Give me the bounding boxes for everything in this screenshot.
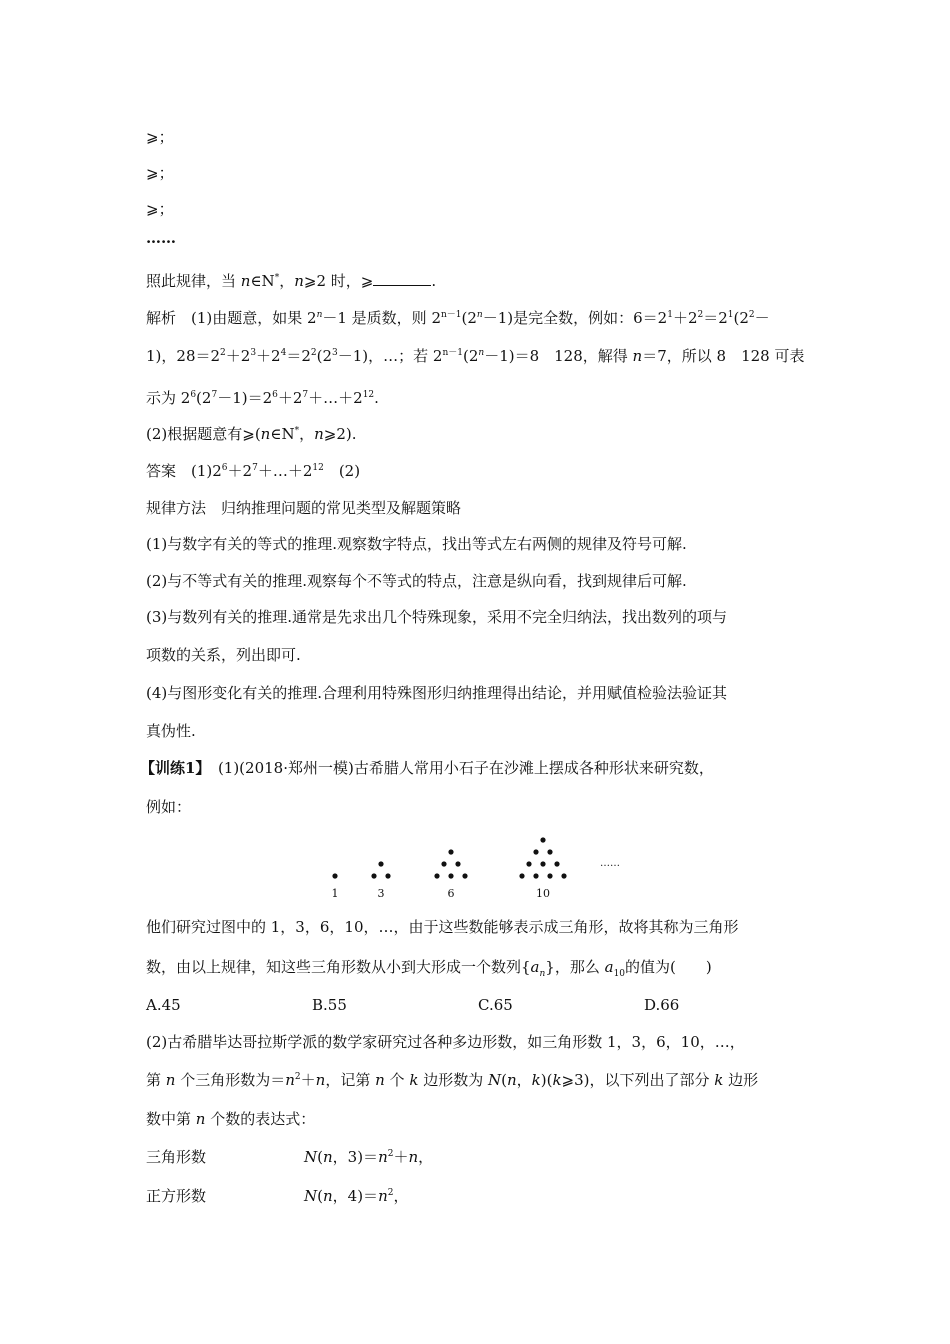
option-c[interactable]: C.65 [478,996,513,1014]
figure-label-6: 6 [447,887,455,900]
pebble-dot [455,861,460,866]
method-item-3a: (3)与数列有关的推理.通常是先求出几个特殊现象，采用不完全归纳法，找出数列的项与 [146,608,728,626]
figure-ellipsis: …… [600,858,620,869]
pebble-dot [533,849,538,854]
pebble-dot [540,861,545,866]
pebble-dot [441,861,446,866]
answer-line: 答案 $(1)2^6+2^7+\dots+2^{12}$ (2) [146,462,361,480]
training-example-label: 例如： [146,798,192,816]
question2-line-2: 第 n 个三角形数为$=n^2+n$，记第 n 个 k 边形数为 N(n，k)(k⩾3)，以下列出了部分 k 边形 [146,1071,759,1089]
question2-line-1: (2)古希腊毕达哥拉斯学派的数学家研究过各种多边形数，如三角形数 1，3，6，10，…， [146,1033,745,1051]
inequality-line-3: ⩾； [146,200,174,218]
pebble-dot [371,873,376,878]
method-item-4a: (4)与图形变化有关的推理.合理利用特殊图形归纳推理得出结论，并用赋值检验法验证其 [146,684,728,702]
solution-line-2: 1)，$28=2^2+2^3+2^4=2^2(2^3-1)$，…；若 $2^{n-1}(2^n-1)=8$ 128，解得 n＝7，所以 8 128 可表 [146,347,805,365]
option-d[interactable]: D.66 [644,996,680,1014]
solution-line-1: 解析 (1)由题意，如果 $2^n-1$ 是质数，则 $2^{n-1}(2^n-1)$是完全数，例如：$6=2^1+2^2=2^1(2^2-$ [146,309,770,327]
triangular-number-row: 三角形数 N(n，$3)=n^2+n$， [146,1148,434,1166]
triangular-pebble-figure [320,830,640,902]
pebble-dot [547,849,552,854]
answer-blank [373,271,431,286]
question2-line-3: 数中第 n 个数的表达式： [146,1110,316,1128]
pebble-dot [526,861,531,866]
inequality-line-1: ⩾； [146,128,174,146]
method-item-1: (1)与数字有关的等式的推理.观察数字特点，找出等式左右两侧的规律及符号可解. [146,535,687,553]
figure-label-10: 10 [536,887,550,900]
pebble-dot [519,873,524,878]
question1-line-1: 他们研究过图中的 1，3，6，10，…，由于这些数能够表示成三角形，故将其称为三角形 [146,918,739,936]
question1-line-2: 数，由以上规律，知这些三角形数从小到大形成一个数列$\{a_n\}$，那么 $a_{10}$的值为( ) [146,958,712,979]
pebble-dot [561,873,566,878]
inequality-line-2: ⩾； [146,164,174,182]
question1-options [146,995,811,1015]
figure-label-3: 3 [377,887,385,900]
pebble-dot [462,873,467,878]
method-title: 规律方法 归纳推理问题的常见类型及解题策略 [146,499,462,517]
training-heading: 【训练1】 (1)(2018·郑州一模)古希腊人常用小石子在沙滩上摆成各种形状来研究数， [140,759,714,777]
pebble-dot [378,861,383,866]
pebble-dot [434,873,439,878]
pebble-dot [554,861,559,866]
pebble-dot [385,873,390,878]
figure-label-1: 1 [331,887,339,900]
solution-line-3: 示为 $2^6(2^7-1)=2^6+2^7+\dots+2^{12}$. [146,389,379,407]
pebble-dot [448,873,453,878]
square-number-row: 正方形数 N(n，$4)=n^2$， [146,1187,409,1205]
pebble-dot [540,837,545,842]
rule-question: 照此规律，当 n∈N*，n⩾2 时，⩾ . [146,272,437,290]
ellipsis-line: …… [146,229,176,247]
pebble-dot [547,873,552,878]
method-item-3b: 项数的关系，列出即可. [146,646,301,664]
pebble-dot [332,873,337,878]
method-item-2: (2)与不等式有关的推理.观察每个不等式的特点，注意是纵向看，找到规律后可解. [146,572,687,590]
pebble-dot [533,873,538,878]
option-b[interactable]: B.55 [312,996,347,1014]
option-a[interactable]: A.45 [146,996,181,1014]
solution-line-4: (2)根据题意有⩾(n∈N*，n⩾2). [146,425,357,443]
method-item-4b: 真伪性. [146,722,196,740]
pebble-dot [448,849,453,854]
